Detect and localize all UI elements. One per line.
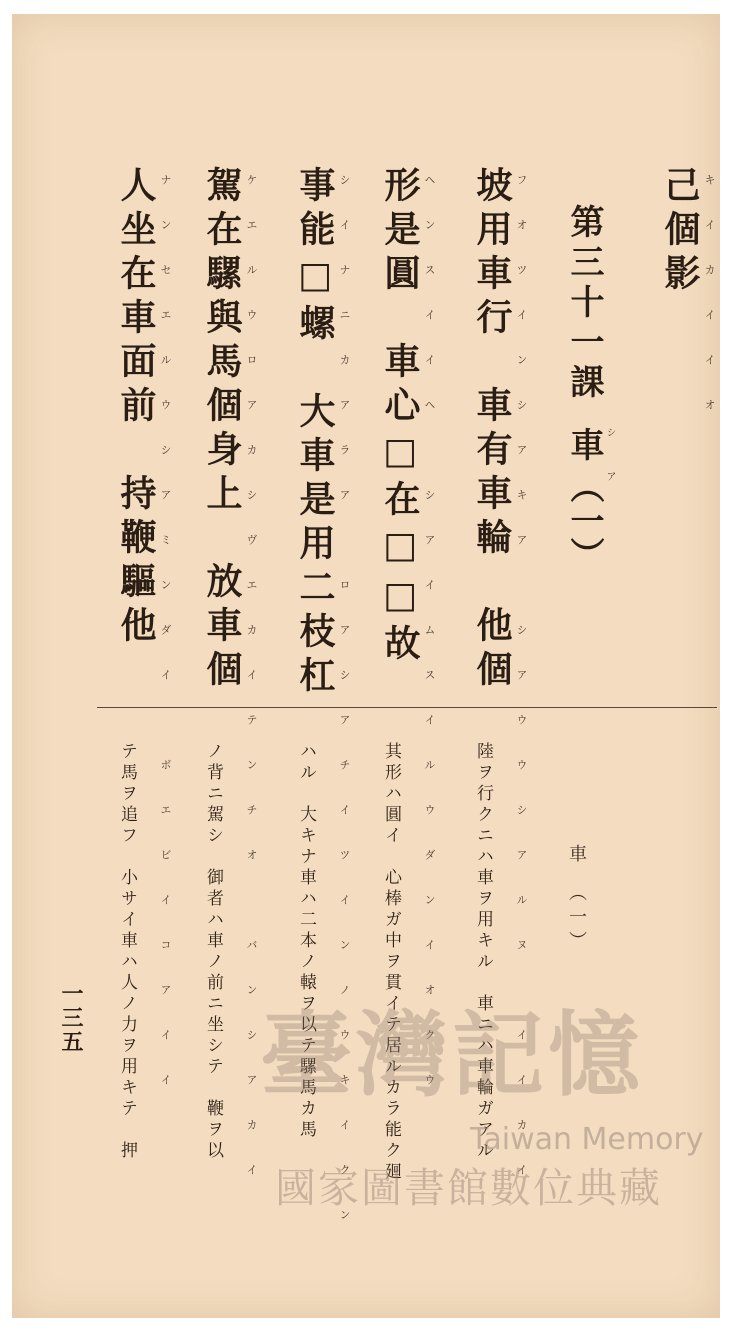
watermark-subtitle: 國家圖書館數位典藏 [275, 1164, 662, 1212]
gloss-column-4: ノ背ニ駕シ 御者ハ車ノ前ニ坐シテ 鞭ヲ以 [203, 742, 223, 1162]
text-column-6: 人坐在車面前 持鞭驅他 [115, 166, 157, 650]
lesson-subject-ruby: シア [604, 427, 615, 515]
gloss-title: 車 （一） [566, 844, 587, 955]
text-column-3: 形是圓 車心□在□□故 [379, 166, 421, 668]
text-column-4: 事能□螺 大車是用二枝杠 [294, 166, 336, 700]
gloss-column-3: ハル 大キナ車ハ二本ノ轅ヲ以テ騾馬カ馬 [296, 742, 316, 1141]
watermark-logo: 臺灣記憶 [260, 1002, 645, 1109]
page-number: 一三五 [58, 982, 84, 1054]
gloss-column-5: テ馬ヲ追フ 小サイ車ハ人ノ力ヲ用キテ 押 [117, 742, 137, 1162]
gloss-column-2: 其形ハ圓イ 心棒ガ中ヲ貫イテ居ルカラ能ク廻 [381, 742, 401, 1183]
lesson-title: 第三十一課 [564, 204, 604, 404]
ruby-column-5: ケエルウロアカシヴエカイテンチオ バンシアカイ [245, 174, 258, 1209]
lesson-subject: 車 [564, 427, 604, 461]
ruby-column-6: ナンセエルウシアミンダイ ボエビイコアイイ [159, 174, 172, 1119]
text-column-5: 駕在騾與馬個身上 放車個 [201, 166, 243, 694]
text-column-1: 己個影 [659, 166, 701, 298]
ruby-column-2: フオツインシアキア シアウウシアルヌ イイカイ [515, 174, 528, 1209]
ruby-column-3: ヘンスイイヘ シアイムスイルウダンイオクウ [423, 174, 436, 1119]
watermark-english: Taiwan Memory [470, 1122, 704, 1157]
lesson-number: （一） [564, 469, 604, 571]
ruby-column-1: キイカイイオ [703, 174, 716, 444]
ruby-column-4: シイナニカアラア ロアシアチイツインノウキイクン [338, 174, 351, 1254]
gloss-column-1: 陸ヲ行クニハ車ヲ用キル 車ニハ車輪ガアル [473, 742, 493, 1162]
text-column-2: 坡用車行 車有車輪 他個 [471, 166, 513, 694]
section-divider [97, 707, 717, 708]
